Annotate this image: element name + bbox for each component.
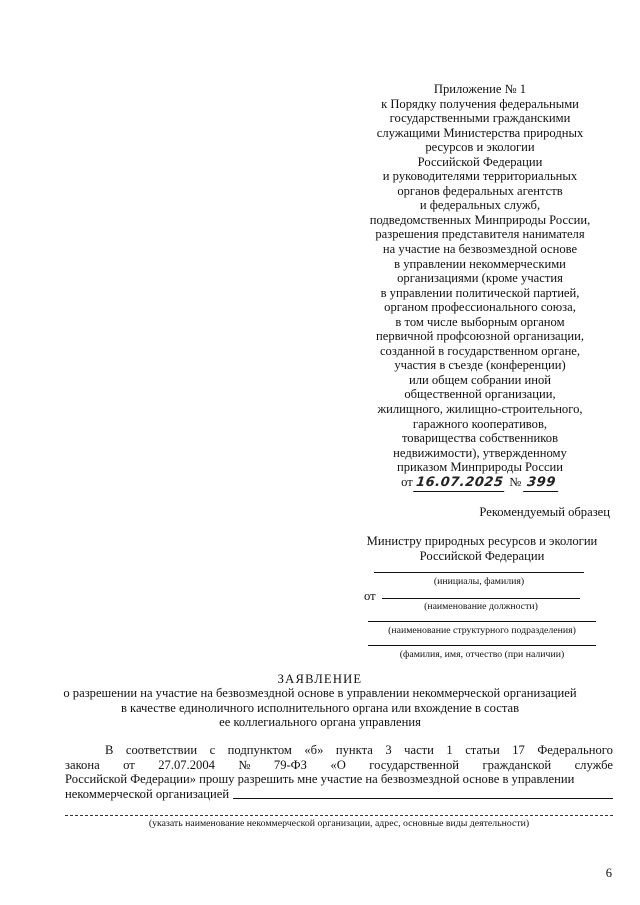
body-row-4 bbox=[65, 787, 613, 802]
fio-caption: (фамилия, имя, отчество (при наличии) bbox=[399, 649, 565, 660]
organization-fill-line bbox=[233, 787, 613, 799]
appendix-line: товарищества собственников bbox=[401, 431, 559, 446]
body-word: гражданской bbox=[482, 757, 552, 772]
appendix-line: разрешения представителя нанимателя bbox=[375, 227, 585, 242]
initials-fill-line bbox=[374, 572, 584, 573]
appendix-line: на участие на безвозмездной основе bbox=[382, 242, 578, 257]
body-word: 17 bbox=[512, 743, 525, 757]
body-word: подпунктом bbox=[227, 743, 292, 757]
body-word: 3 bbox=[385, 743, 392, 757]
order-date-number bbox=[401, 475, 559, 492]
from-label: от bbox=[364, 589, 376, 603]
body-word: 27.07.2004 bbox=[158, 757, 215, 772]
organization-caption: (указать наименование некоммерческой организации, адрес, основные виды деятельности) bbox=[148, 818, 530, 829]
statement-title: ЗАЯВЛЕНИЕ bbox=[277, 672, 363, 686]
body-word: государственной bbox=[369, 757, 460, 772]
statement-body bbox=[65, 743, 613, 802]
body-row-1 bbox=[65, 743, 613, 758]
appendix-line: к Порядку получения федеральными bbox=[381, 96, 579, 111]
appendix-line: общественной организации, bbox=[404, 387, 556, 402]
appendix-line: и федеральных служб, bbox=[419, 198, 541, 213]
body-word: «б» bbox=[304, 743, 324, 757]
addressee-block bbox=[358, 534, 606, 563]
subtitle-line: о разрешении на участие на безвозмездной основе в управлении некоммерческой организацией bbox=[63, 686, 577, 700]
subtitle-line: в качестве единоличного исполнительного органа или вхождение в состав bbox=[120, 700, 520, 715]
body-line-4: некоммерческой организацией bbox=[65, 787, 230, 802]
handwritten-number: 399 bbox=[523, 476, 559, 492]
appendix-line: первичной профсоюзной организации, bbox=[375, 329, 585, 344]
appendix-line: Российской Федерации bbox=[417, 154, 543, 169]
number-prefix: № bbox=[509, 474, 522, 489]
body-word: «О bbox=[330, 757, 346, 772]
organization-dashed-line bbox=[65, 815, 613, 816]
appendix-line: подведомственных Минприроды России, bbox=[369, 212, 591, 227]
appendix-line: органов федеральных агентств bbox=[397, 183, 563, 198]
appendix-line: созданной в государственном органе, bbox=[379, 343, 581, 358]
appendix-line: организациями (кроме участия bbox=[397, 271, 563, 286]
handwritten-date: 16.07.2025 bbox=[413, 476, 506, 492]
subtitle-line: ее коллегиального органа управления bbox=[219, 715, 421, 730]
appendix-header bbox=[340, 82, 620, 491]
addressee-line-2: Российской Федерации bbox=[419, 548, 545, 563]
appendix-line: в управлении некоммерческими bbox=[394, 256, 566, 271]
department-fill-line bbox=[368, 621, 596, 622]
appendix-line: Приложение № 1 bbox=[433, 82, 527, 96]
position-caption: (наименование должности) bbox=[424, 601, 538, 612]
body-word: закона bbox=[65, 757, 100, 772]
body-row-3 bbox=[65, 772, 613, 787]
appendix-line: служащими Министерства природных bbox=[376, 125, 584, 140]
appendix-line: и руководителями территориальных bbox=[382, 169, 578, 184]
appendix-line: в управлении политической партией, bbox=[380, 285, 580, 300]
appendix-line: органом профессионального союза, bbox=[384, 300, 576, 315]
body-word: 79-ФЗ bbox=[273, 757, 307, 772]
position-fill-line bbox=[382, 598, 580, 599]
body-word: № bbox=[238, 757, 251, 772]
body-word: соответствии bbox=[125, 743, 198, 757]
page-number: 6 bbox=[605, 866, 612, 880]
department-caption: (наименование структурного подразделения) bbox=[388, 625, 576, 636]
appendix-line: гаражного кооперативов, bbox=[412, 416, 548, 431]
body-word: пункта bbox=[335, 743, 373, 757]
body-line-3: Российской Федерации» прошу разрешить мне участие на безвозмездной основе в управлении bbox=[65, 772, 575, 787]
fio-fill-line bbox=[368, 645, 596, 646]
body-word: службе bbox=[574, 757, 613, 772]
body-word: В bbox=[105, 743, 114, 757]
body-word: 1 bbox=[446, 743, 453, 757]
appendix-line: в том числе выборным органом bbox=[395, 314, 565, 329]
appendix-line: ресурсов и экологии bbox=[425, 140, 535, 155]
body-word: части bbox=[404, 743, 434, 757]
addressee-line-1: Министру природных ресурсов и экологии bbox=[366, 534, 598, 548]
appendix-line: приказом Минприроды России bbox=[396, 460, 564, 475]
date-prefix: от bbox=[401, 474, 413, 489]
appendix-line: участия в съезде (конференции) bbox=[394, 358, 566, 373]
body-word: статьи bbox=[465, 743, 500, 757]
initials-caption: (инициалы, фамилия) bbox=[433, 576, 525, 587]
body-word: с bbox=[209, 743, 216, 757]
appendix-line: недвижимости), утвержденному bbox=[393, 445, 567, 460]
statement-subtitle bbox=[30, 686, 610, 730]
body-word: Федерального bbox=[537, 743, 613, 757]
appendix-line: или общем собрании иной bbox=[408, 372, 552, 387]
body-row-2 bbox=[65, 758, 613, 773]
body-word: от bbox=[123, 757, 135, 772]
appendix-line: жилищного, жилищно-строительного, bbox=[377, 402, 583, 417]
recommended-sample-label: Рекомендуемый образец bbox=[479, 505, 610, 519]
appendix-line: государственными гражданскими bbox=[389, 111, 571, 126]
